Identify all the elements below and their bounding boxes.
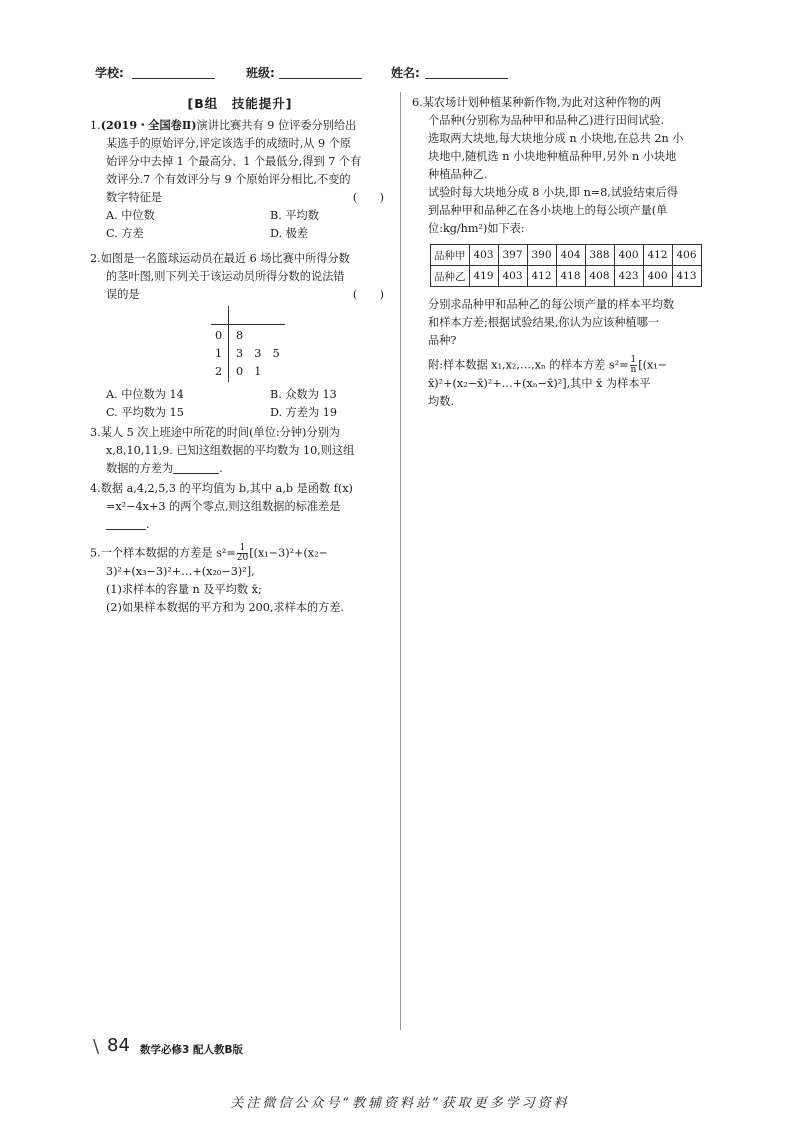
q4-line1: 数据 a,4,2,5,3 的平均值为 b,其中 a,b 是函数 f(x) [100, 482, 353, 495]
q1-number: 1. [90, 119, 101, 132]
q1-option-c: C. 方差 [106, 227, 144, 240]
table-cell: 413 [672, 266, 701, 287]
table-cell: 403 [469, 245, 498, 266]
q6-after1: 分别求品种甲和品种乙的每公顷产量的样本平均数 [428, 298, 675, 311]
class-label: 班级: [246, 66, 275, 80]
table-cell: 400 [614, 245, 643, 266]
yield-table [430, 244, 702, 287]
footer-slash-mark: \ [93, 1036, 100, 1057]
q6-note-fraction [630, 356, 638, 375]
q6-line4: 块地中,随机选 n 小块地种植品种甲,另外 n 小块地 [428, 150, 677, 163]
leaf-row-2 [236, 362, 261, 382]
q6-line6: 试验时每大块地分成 8 小块,即 n=8,试验结束后得 [428, 186, 678, 199]
q2-options [90, 386, 388, 422]
q1-option-b: B. 平均数 [270, 209, 319, 222]
stem-leaf-top-line [211, 324, 285, 325]
q6-note-frac-num: 1 [630, 355, 637, 365]
q4-line2: =x²−4x+3 的两个零点,则这组数据的标准差是 [106, 500, 341, 513]
leaf-values: 0 1 [236, 365, 262, 378]
q1-source: (2019・全国卷Ⅱ) [100, 118, 197, 132]
q2-number: 2. [90, 252, 101, 265]
q6-note2: x̄)²+(x₂−x̄)²+…+(xₙ−x̄)²],其中 x̄ 为样本平 [428, 377, 651, 390]
q1-line4: 效评分.7 个有效评分与 9 个原始评分相比,不变的 [106, 173, 351, 186]
q3-line3: 数据的方差为 [106, 462, 174, 475]
school-field-line [132, 78, 215, 79]
stem-value: 2 [215, 365, 223, 378]
q5-frac-num: 1 [237, 544, 248, 554]
table-row [431, 266, 702, 287]
q1-answer-paren: ( ) [352, 191, 384, 204]
q2-answer-paren: ( ) [352, 288, 384, 301]
q6-note3: 均数. [428, 395, 454, 408]
name-label: 姓名: [391, 66, 420, 80]
stem-value: 0 [215, 329, 223, 342]
page-number: 84 [107, 1035, 130, 1056]
q6-note-post: [(x₁− [638, 358, 668, 372]
q2-line3: 误的是 [106, 288, 140, 301]
table-row [431, 245, 702, 266]
q5-frac-den: 20 [236, 553, 249, 563]
leaf-row-1 [236, 344, 280, 364]
q2-option-c: C. 平均数为 15 [106, 406, 184, 419]
leaf-values: 3 3 5 [236, 347, 280, 360]
q6-line7: 到品种甲和品种乙在各小块地上的每公顷产量(单 [428, 204, 668, 217]
q4-period: . [146, 518, 150, 531]
q6-line2: 个品种(分别称为品种甲和品种乙)进行田间试验. [428, 114, 665, 127]
q2-option-d: D. 方差为 19 [270, 406, 338, 419]
q6-line5: 种植品种乙. [428, 168, 488, 181]
q6-note-pre: 附:样本数据 x₁,x₂,…,xₙ 的样本方差 s²= [428, 358, 629, 372]
table-cell: 397 [498, 245, 527, 266]
q1-line2: 某选手的原始评分,评定该选手的成绩时,从 9 个原 [106, 137, 352, 150]
q3-line2: x,8,10,11,9. 已知这组数据的平均数为 10,则这组 [106, 444, 355, 457]
q5-sub1: (1)求样本的容量 n 及平均数 x̄; [106, 583, 262, 596]
stem-row-1 [215, 344, 222, 364]
q3-number: 3. [90, 426, 101, 439]
question-2 [90, 250, 388, 304]
leaf-values: 8 [236, 329, 244, 342]
table-cell: 388 [585, 245, 614, 266]
question-6 [412, 94, 712, 238]
question-3 [90, 424, 388, 478]
class-field-line [279, 78, 362, 79]
q1-line3: 始评分中去掉 1 个最高分、1 个最低分,得到 7 个有 [106, 155, 362, 168]
q3-answer-blank[interactable] [173, 461, 219, 474]
q5-number: 5. [90, 546, 101, 560]
q2-option-a: A. 中位数为 14 [106, 388, 184, 401]
q5-line1-post: [(x₁−3)²+(x₂− [249, 546, 328, 560]
watermark-text: 关注微信公众号“教辅资料站”获取更多学习资料 [230, 1096, 570, 1111]
q3-period: . [219, 462, 223, 475]
question-1 [90, 116, 388, 243]
q5-line2: 3)²+(x₃−3)²+…+(x₂₀−3)²], [106, 565, 255, 578]
q1-line5: 数字特征是 [106, 191, 162, 204]
q5-line1-pre: 一个样本数据的方差是 s²= [100, 546, 236, 560]
table-cell: 403 [498, 266, 527, 287]
table-cell: 390 [527, 245, 556, 266]
school-label: 学校: [95, 66, 124, 80]
q5-sub2: (2)如果样本数据的平方和为 200,求样本的方差. [106, 601, 345, 614]
q2-option-b: B. 众数为 13 [270, 388, 337, 401]
table-cell: 404 [556, 245, 585, 266]
table-cell: 412 [527, 266, 556, 287]
q2-line2: 的茎叶图,则下列关于该运动员所得分数的说法错 [106, 270, 345, 283]
q2-line1: 如图是一名篮球运动员在最近 6 场比赛中所得分数 [100, 252, 350, 265]
question-4 [90, 480, 388, 534]
q1-line1: 演讲比赛共有 9 位评委分别给出 [196, 119, 357, 132]
q3-line1: 某人 5 次上班途中所花的时间(单位:分钟)分别为 [100, 426, 340, 439]
q6-line3: 选取两大块地,每大块地分成 n 小块地,在总共 2n 小 [428, 132, 684, 145]
row-header-variety-b: 品种乙 [431, 266, 470, 287]
q6-continued [412, 296, 712, 411]
q6-after2: 和样本方差;根据试验结果,你认为应该种植哪一 [428, 316, 660, 329]
table-cell: 419 [469, 266, 498, 287]
column-divider [400, 92, 401, 1030]
q1-option-a: A. 中位数 [106, 209, 155, 222]
table-cell: 400 [643, 266, 672, 287]
table-cell: 408 [585, 266, 614, 287]
q4-answer-blank[interactable] [106, 517, 146, 530]
q5-fraction [237, 544, 248, 563]
table-cell: 418 [556, 266, 585, 287]
q6-line1: 某农场计划种植某种新作物,为此对这种作物的两 [422, 96, 662, 109]
leaf-row-0 [236, 326, 243, 346]
q6-after3: 品种? [428, 334, 457, 347]
row-header-variety-a: 品种甲 [431, 245, 470, 266]
q4-number: 4. [90, 482, 101, 495]
q1-options [90, 207, 388, 243]
q6-line8: 位:kg/hm²)如下表: [428, 222, 525, 235]
stem-row-2 [215, 362, 222, 382]
name-field-line [425, 78, 508, 79]
table-cell: 423 [614, 266, 643, 287]
stem-row-0 [215, 326, 222, 346]
q6-number: 6. [412, 96, 423, 109]
table-cell: 406 [672, 245, 701, 266]
q1-option-d: D. 极差 [270, 227, 309, 240]
q6-note-frac-den: n [630, 365, 637, 375]
stem-value: 1 [215, 347, 223, 360]
question-5 [90, 544, 388, 617]
book-title: 数学必修3 配人教B版 [140, 1044, 243, 1056]
q2-options-block [90, 386, 388, 422]
stem-leaf-vertical-line [228, 306, 229, 382]
section-title: [B组 技能提升] [187, 96, 293, 111]
table-cell: 412 [643, 245, 672, 266]
